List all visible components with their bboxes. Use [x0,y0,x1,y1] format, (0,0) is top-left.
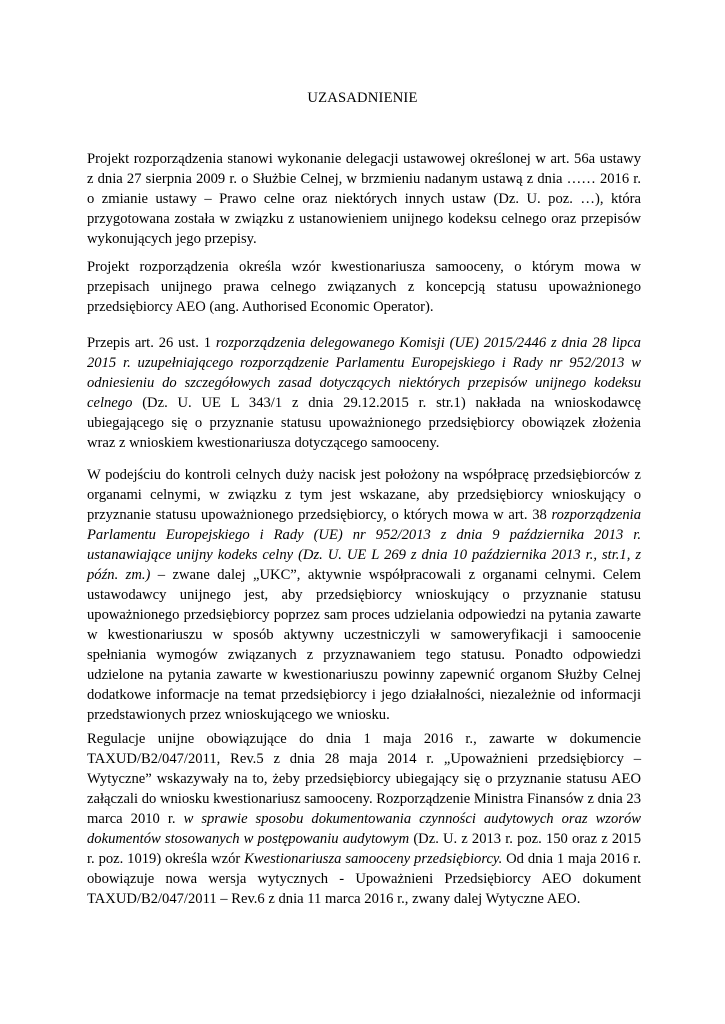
paragraph-intro [87,149,641,249]
audit-regulation-italic: w sprawie sposobu dokumentowania czynności audytowych oraz wzorów dokumentów stosowanych w postępowaniu audytowym [87,811,641,847]
paragraph-scope-text: Projekt rozporządzenia określa wzór kwestionariusza samooceny, o którym mowa w przepisach unijnego prawa celnego związanych z koncepcją statusu upoważnionego przedsiębiorcy AEO (ang. Authorised Economic Operator). [87,259,641,315]
ukc-regulation-italic: rozporządzenia Parlamentu Europejskiego i Rady (UE) nr 952/2013 z dnia 9 października 2013 r. ustanawiające unijny kodeks celny (Dz. U. UE L 269 z dnia 10 października 2013 r., str.1, z późn. zm.) [87,507,641,583]
paragraph-regulations-text-a: Regulacje unijne obowiązujące do dnia 1 maja 2016 r., zawarte w dokumencie TAXUD/B2/047/2011, Rev.5 z dnia 28 maja 2014 r. „Upoważnieni przedsiębiorcy – Wytyczne” wskazywały na to, żeby przedsiębiorcy ubiegający się o przyznanie statusu AEO załączali do wniosku kwestionariusz samooceny. Rozporządzenie Ministra Finansów z dnia 23 marca 2010 r. [87,731,641,827]
paragraph-regulations [87,729,641,909]
paragraph-scope [87,257,641,317]
paragraph-legal-basis [87,333,641,453]
paragraph-cooperation-text-c: – zwane dalej „UKC”, aktywnie współpracowali z organami celnymi. Celem ustawodawcy unijnego jest, aby przedsiębiorcy wnioskujący o przyznanie statusu upoważnionego przedsiębiorcy poprzez sam proces udzielania odpowiedzi na pytania zawarte w kwestionariuszu w sposób aktywny uczestniczyli w samoweryfikacji i samoocenie spełniania wymogów związanych z przyznawaniem tego statusu. Ponadto odpowiedzi udzielone na pytania zawarte w kwestionariuszu powinny zapewnić organom Służby Celnej dodatkowe informacje na temat przedsiębiorcy i jego działalności, niezależnie od informacji przedstawionych przez wnioskującego we wniosku. [87,567,641,723]
paragraph-cooperation-text-a: W podejściu do kontroli celnych duży nacisk jest położony na współpracę przedsiębiorców z organami celnymi, w związku z tym jest wskazane, aby przedsiębiorcy wnioskujący o przyznanie statusu upoważnionego przedsiębiorcy, o których mowa w art. 38 [87,467,641,523]
paragraph-regulations-text-e: Od dnia 1 maja 2016 r. obowiązuje nowa wersja wytycznych - Upoważnieni Przedsiębiorcy AEO dokument TAXUD/B2/047/2011 – Rev.6 z dnia 11 marca 2016 r., zwany dalej Wytyczne AEO. [87,851,642,907]
paragraph-legal-basis-text-a: Przepis art. 26 ust. 1 [87,335,216,351]
paragraph-cooperation [87,465,641,725]
paragraph-regulations-text-c: (Dz. U. z 2013 r. poz. 150 oraz z 2015 r. poz. 1019) określa wzór [87,831,642,867]
paragraph-intro-text: Projekt rozporządzenia stanowi wykonanie delegacji ustawowej określonej w art. 56a ustawy z dnia 27 sierpnia 2009 r. o Służbie Celnej, w brzmieniu nadanym ustawą z dnia …… 2016 r. o zmianie ustawy – Prawo celne oraz niektórych innych ustaw (Dz. U. poz. …), która przygotowana została w związku z ustanowieniem unijnego kodeksu celnego oraz przepisów wykonujących jego przepisy. [87,151,641,247]
questionnaire-title-italic: Kwestionariusza samooceny przedsiębiorcy. [244,851,503,867]
regulation-title-italic: rozporządzenia delegowanego Komisji (UE) 2015/2446 z dnia 28 lipca 2015 r. uzupełniającego rozporządzenie Parlamentu Europejskiego i Rady nr 952/2013 w odniesieniu do szczegółowych zasad dotyczących niektórych przepisów unijnego kodeksu celnego [87,335,641,411]
paragraph-legal-basis-text-c: (Dz. U. UE L 343/1 z dnia 29.12.2015 r. str.1) nakłada na wnioskodawcę ubiegającego się o przyznanie statusu upoważnionego przedsiębiorcy obowiązek złożenia wraz z wnioskiem kwestionariusza dotyczącego samooceny. [87,395,641,451]
document-title: UZASADNIENIE [307,90,418,106]
